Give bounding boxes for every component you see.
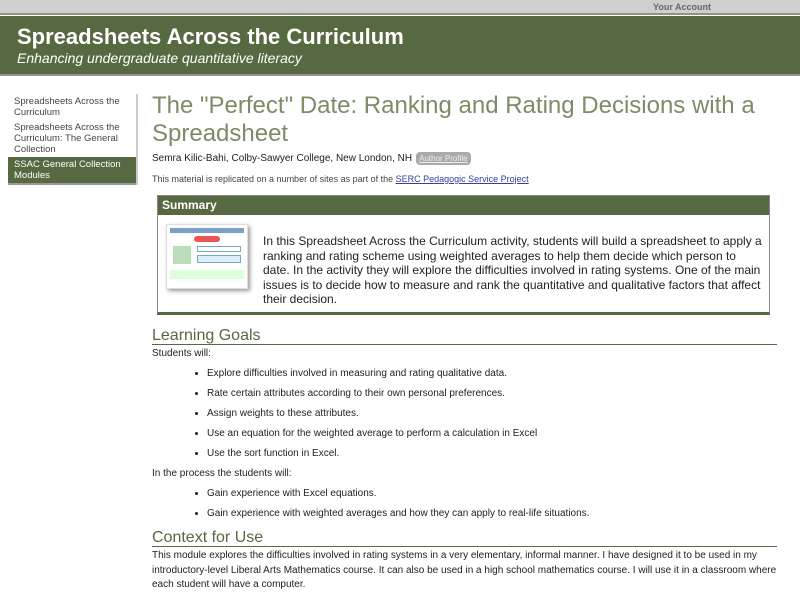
- list-item: • Gain experience with weighted averages and how they can apply to real-life situations.: [207, 509, 777, 519]
- author-profile-button[interactable]: Author Profile: [416, 152, 470, 165]
- context-heading: Context for Use: [152, 529, 777, 547]
- main-content: [152, 92, 777, 184]
- top-bar: [0, 0, 800, 15]
- goals-intro: Students will:: [152, 348, 211, 359]
- goals-intro-2: In the process the students will:: [152, 468, 292, 479]
- context-text: This module explores the difficulties involved in rating systems in a very elementary, informal manner. I have designed it to be used in my introductory-level Liberal Arts Mathematics course. It can also be used in a high school mathematics course. I will use it in a classroom where each student will have a computer.: [152, 550, 777, 590]
- sidebar-item-ssac[interactable]: Spreadsheets Across the Curriculum: [14, 96, 120, 118]
- site-title[interactable]: Spreadsheets Across the Curriculum: [17, 24, 404, 49]
- serc-link[interactable]: SERC Pedagogic Service Project: [395, 174, 529, 184]
- learning-goals-section: [152, 327, 777, 593]
- site-banner: [0, 16, 800, 76]
- goals-list-2: [207, 489, 777, 519]
- summary-box: [157, 195, 770, 315]
- summary-heading: Summary: [158, 196, 769, 215]
- module-thumbnail[interactable]: [166, 224, 248, 289]
- replicated-note: [152, 174, 777, 184]
- your-account-link[interactable]: Your Account: [653, 2, 711, 12]
- list-item: • Gain experience with Excel equations.: [207, 489, 777, 499]
- replicated-text: This material is replicated on a number of sites as part of the: [152, 174, 396, 184]
- list-item: • Use the sort function in Excel.: [207, 449, 777, 459]
- author-name: Semra Kilic-Bahi, Colby-Sawyer College, New London, NH: [152, 153, 413, 164]
- list-item: • Use an equation for the weighted average to perform a calculation in Excel: [207, 429, 777, 439]
- goals-list: [207, 369, 777, 459]
- list-item: • Assign weights to these attributes.: [207, 409, 777, 419]
- learning-goals-heading: Learning Goals: [152, 327, 777, 345]
- sidebar: [8, 94, 138, 185]
- summary-text: In this Spreadsheet Across the Curriculum activity, students will build a spreadsheet to apply a ranking and rating scheme using weighted averages to help them decide which person to date. In the activity they will explore the difficulties involved in rating systems. One of the main issues is to decide how to measure and rank the quantitative and qualitative factors that affect their decision.: [263, 234, 762, 306]
- sidebar-item-modules[interactable]: SSAC General Collection Modules: [8, 157, 136, 185]
- sidebar-item-general-collection[interactable]: Spreadsheets Across the Curriculum: The General Collection: [14, 122, 120, 155]
- list-item: • Explore difficulties involved in measuring and rating qualitative data.: [207, 369, 777, 379]
- list-item: • Rate certain attributes according to their own personal preferences.: [207, 389, 777, 399]
- page-title: The "Perfect" Date: Ranking and Rating Decisions with a Spreadsheet: [152, 92, 755, 147]
- site-subtitle: Enhancing undergraduate quantitative literacy: [17, 50, 302, 66]
- author-line: [152, 152, 777, 165]
